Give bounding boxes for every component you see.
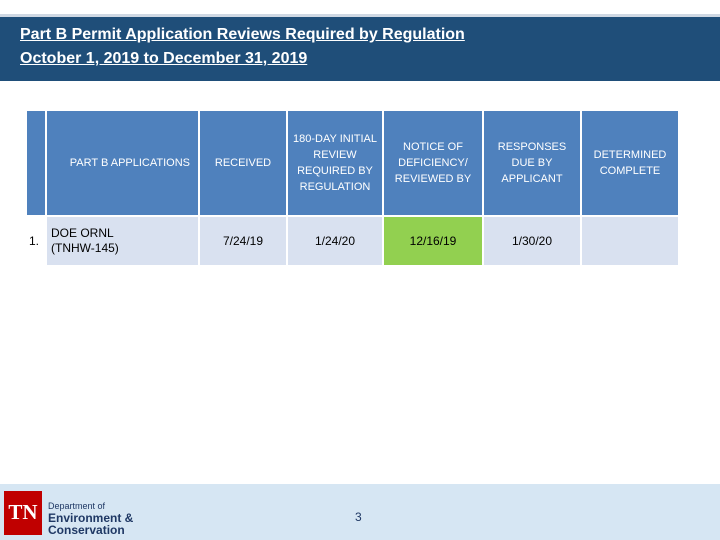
department-line-3: Conservation	[48, 523, 125, 537]
column-header-determined-complete: DETERMINED COMPLETE	[582, 111, 678, 215]
slide-subtitle: October 1, 2019 to December 31, 2019	[20, 50, 308, 67]
department-name	[48, 500, 133, 536]
initial-review-cell: 1/24/20	[288, 217, 382, 265]
column-header-received: RECEIVED	[200, 111, 286, 215]
application-id: (TNHW-145)	[51, 241, 119, 255]
row-number: 1.	[27, 217, 45, 265]
department-line-1: Department of	[48, 501, 106, 511]
table-row	[27, 217, 678, 265]
department-line-2: Environment &	[48, 511, 134, 525]
notice-of-deficiency-cell: 12/16/19	[384, 217, 482, 265]
column-header-notice-of-deficiency: NOTICE OF DEFICIENCY/ REVIEWED BY	[384, 111, 482, 215]
application-cell	[47, 217, 198, 265]
tn-logo	[4, 491, 42, 535]
slide-title: Part B Permit Application Reviews Required by Regulation	[20, 26, 465, 43]
determined-complete-cell	[582, 217, 678, 265]
received-cell: 7/24/19	[200, 217, 286, 265]
column-header-applications: PART B APPLICATIONS	[47, 111, 198, 215]
column-header-responses-due: RESPONSES DUE BY APPLICANT	[484, 111, 580, 215]
permit-table	[25, 109, 680, 267]
number-header-cell	[27, 111, 45, 215]
page-number: 3	[355, 510, 362, 524]
responses-due-cell: 1/30/20	[484, 217, 580, 265]
slide-header	[0, 14, 720, 81]
column-header-initial-review: 180-DAY INITIAL REVIEW REQUIRED BY REGULATION	[288, 111, 382, 215]
tn-logo-text: TN	[8, 500, 38, 524]
application-name: DOE ORNL	[51, 226, 114, 240]
